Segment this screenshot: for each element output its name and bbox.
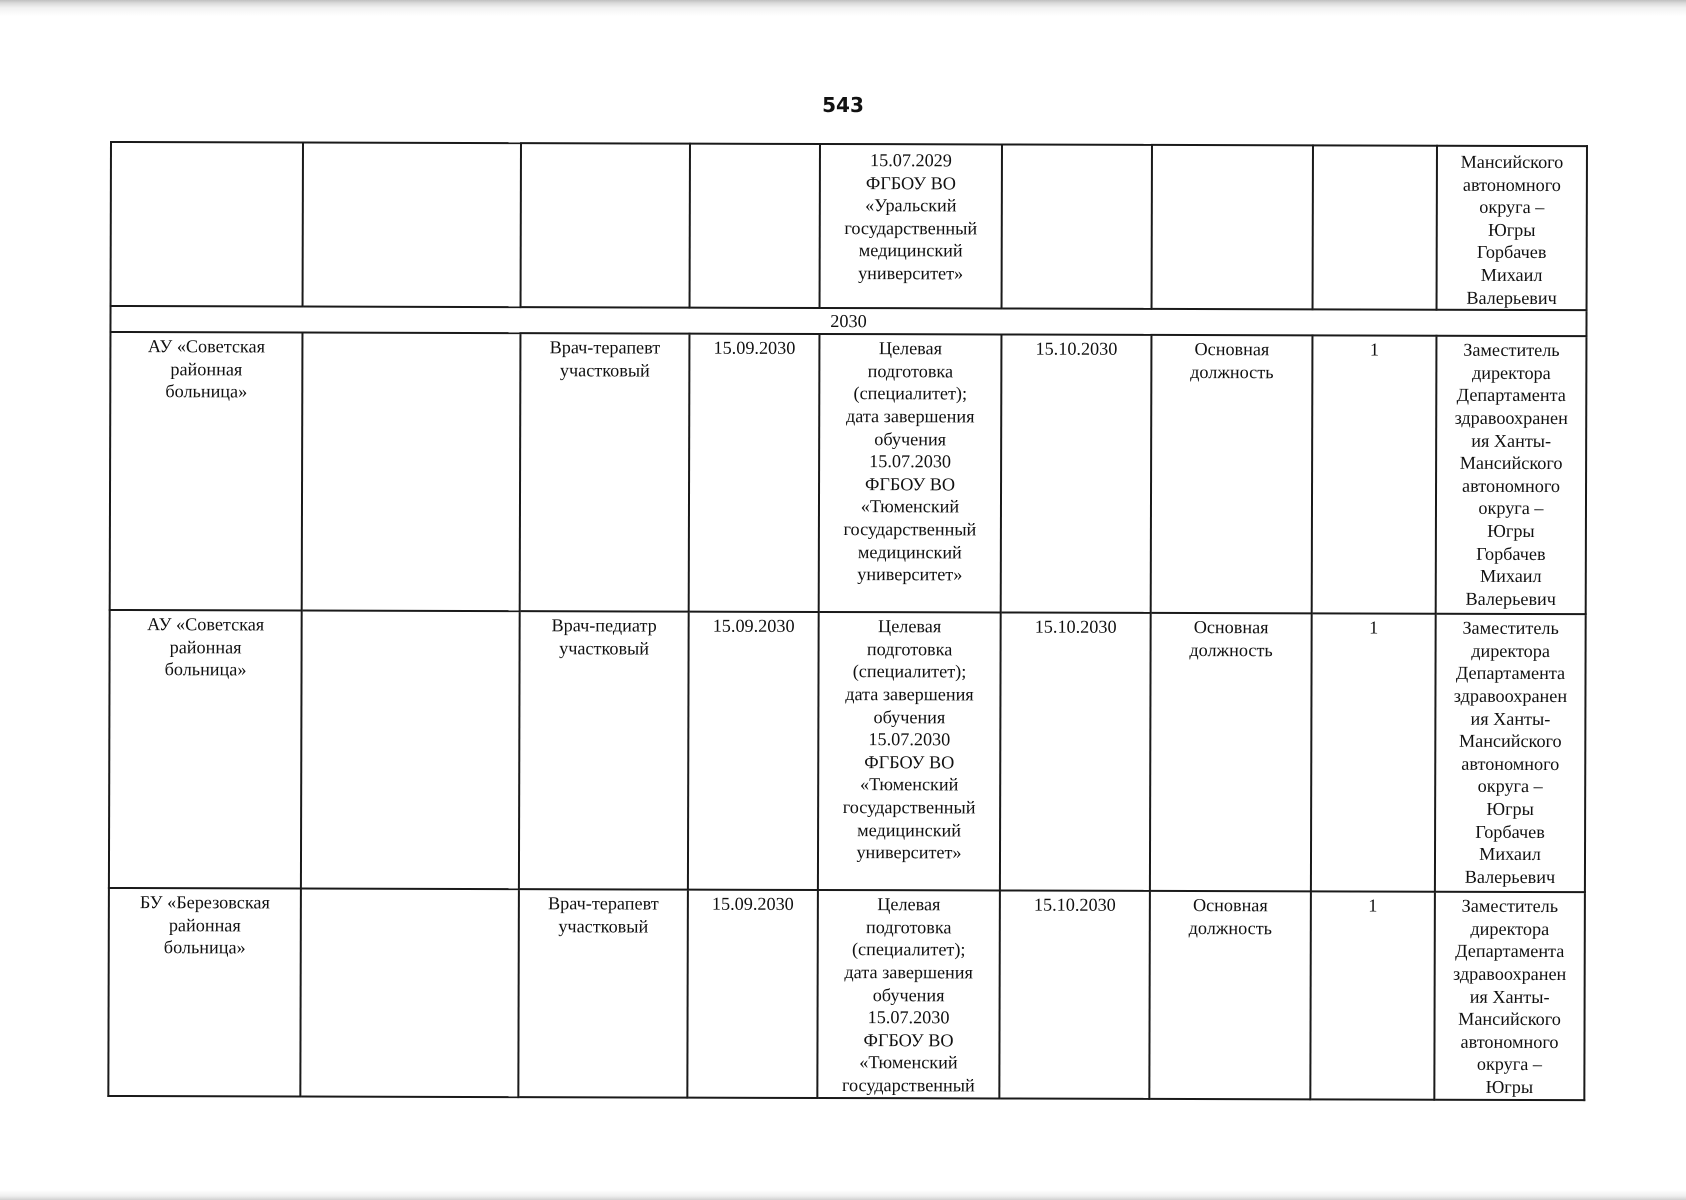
organization-cell: АУ «Советская районная больница» [110, 332, 303, 611]
table-cell [521, 143, 690, 308]
year-header-row [110, 306, 1586, 336]
continuation-row [111, 142, 1587, 310]
date-start-cell: 15.09.2030 [688, 612, 819, 890]
table-cell [1313, 145, 1437, 310]
table-row [108, 888, 1585, 1099]
table-cell [300, 889, 519, 1097]
training-cell: Целевая подготовка (специалитет); дата завершения обучения 15.07.2030 ФГБОУ ВО «Тюменский государственный медицинский университет» [819, 334, 1002, 613]
table-row [110, 332, 1587, 614]
organization-cell: АУ «Советская районная больница» [109, 610, 302, 889]
contact-cell: Заместитель директора Департамента здравоохранен ия Ханты- Мансийского автономного округа – Югры [1434, 892, 1585, 1100]
training-cell: Целевая подготовка (специалитет); дата завершения обучения 15.07.2030 ФГБОУ ВО «Тюменский государственный [817, 890, 1000, 1098]
table-row [109, 610, 1586, 892]
position-type-cell: Основная должность [1151, 335, 1313, 613]
table-cell [690, 144, 820, 309]
scan-bottom-edge [0, 1190, 1686, 1200]
position-type-cell: Основная должность [1149, 891, 1311, 1099]
position-cell: Врач-терапевт участковый [518, 889, 688, 1097]
date-start-cell: 15.09.2030 [689, 334, 820, 612]
contact-cell: Заместитель директора Департамента здравоохранен ия Ханты- Мансийского автономного округа – Югры Горбачев Михаил Валерьевич [1435, 614, 1586, 892]
count-cell: 1 [1312, 336, 1437, 614]
count-cell: 1 [1311, 614, 1436, 892]
date-employment-cell: 15.10.2030 [999, 891, 1150, 1099]
training-cell: 15.07.2029 ФГБОУ ВО «Уральский государственный медицинский университет» [820, 144, 1002, 309]
position-cell: Врач-терапевт участковый [520, 333, 690, 611]
training-cell: Целевая подготовка (специалитет); дата завершения обучения 15.07.2030 ФГБОУ ВО «Тюменский государственный медицинский университет» [818, 612, 1001, 891]
position-type-cell: Основная должность [1150, 613, 1312, 891]
count-cell: 1 [1310, 892, 1435, 1100]
table-cell [302, 333, 521, 612]
date-employment-cell: 15.10.2030 [1001, 335, 1152, 613]
position-cell: Врач-педиатр участковый [519, 611, 689, 889]
year-header: 2030 [110, 306, 1586, 336]
date-employment-cell: 15.10.2030 [1000, 613, 1151, 891]
table-cell [1002, 144, 1152, 309]
organization-cell: БУ «Березовская районная больница» [108, 888, 301, 1096]
table-cell [1152, 145, 1313, 310]
vacancy-table [107, 141, 1588, 1101]
scan-top-edge [0, 0, 1686, 20]
page-number: 543 [822, 93, 864, 117]
contact-cell: Заместитель директора Департамента здравоохранен ия Ханты- Мансийского автономного округа – Югры Горбачев Михаил Валерьевич [1436, 336, 1587, 614]
contact-cell: Мансийского автономного округа – Югры Горбачев Михаил Валерьевич [1437, 146, 1587, 311]
table-cell [301, 611, 520, 890]
date-start-cell: 15.09.2030 [687, 890, 818, 1098]
table-cell [303, 143, 521, 308]
table-cell [111, 142, 303, 307]
